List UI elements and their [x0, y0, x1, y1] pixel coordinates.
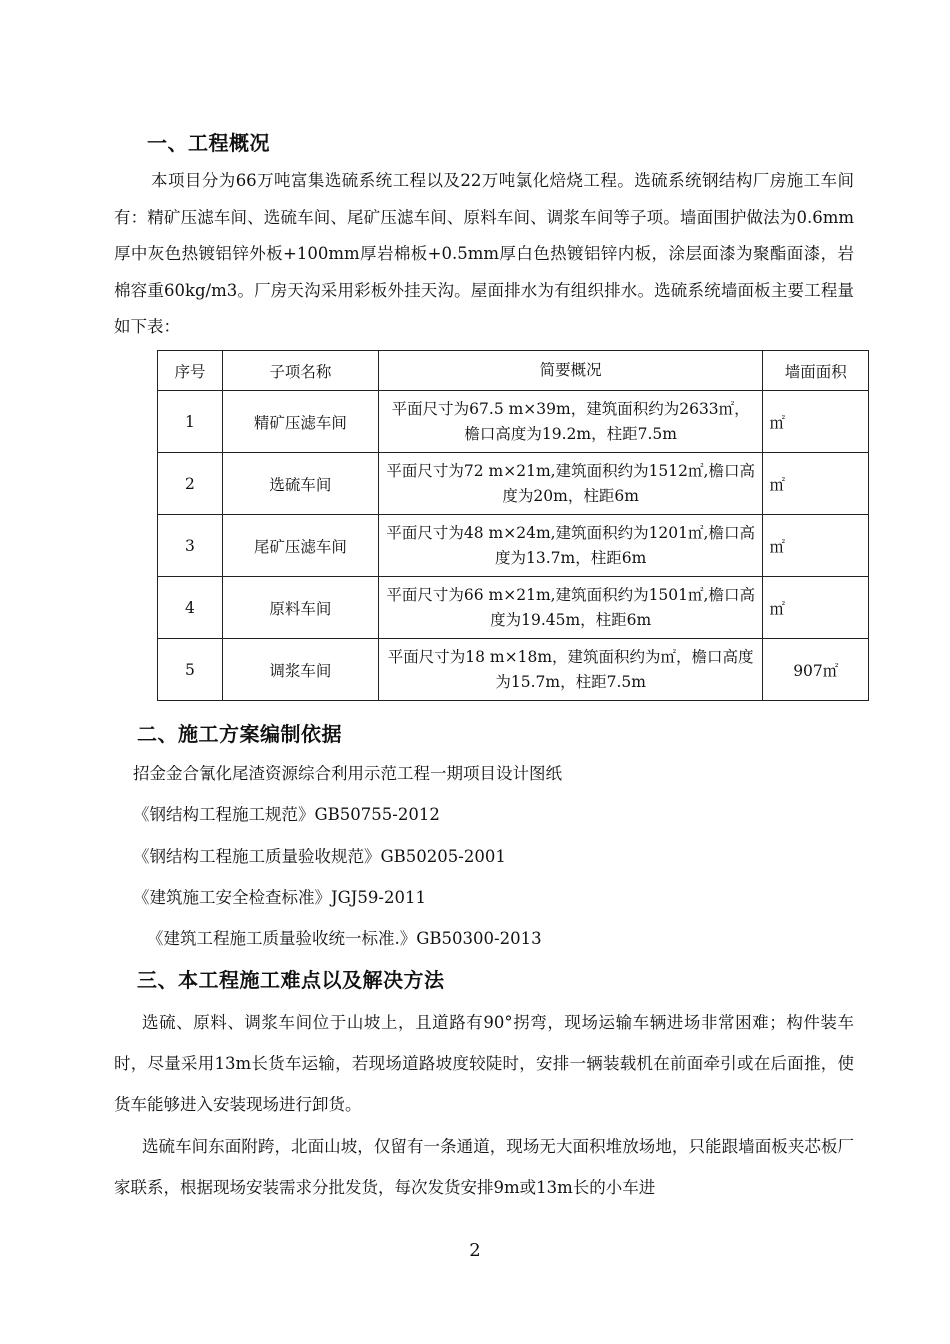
basis-item: 《建筑工程施工质量验收统一标准.》GB50300-2013	[147, 929, 542, 948]
table-row	[158, 453, 869, 515]
wall-panel-quantity-table	[157, 350, 869, 701]
basis-item: 《钢结构工程施工规范》GB50755-2012	[133, 805, 440, 824]
section3-paragraph-2: 选硫车间东面附跨，北面山坡，仅留有一条通道，现场无大面积堆放场地，只能跟墙面板夹芯板厂家联系，根据现场安装需求分批发货，每次发货安排9m或13m长的小车进	[114, 1137, 854, 1197]
cell-desc: 平面尺寸为72 m×21m,建筑面积约为1512㎡,檐口高度为20m，柱距6m	[378, 453, 763, 515]
cell-name: 原料车间	[222, 577, 378, 639]
cell-desc: 平面尺寸为18 m×18m，建筑面积约为㎡，檐口高度为15.7m，柱距7.5m	[378, 639, 763, 701]
cell-desc: 平面尺寸为48 m×24m,建筑面积约为1201㎡,檐口高度为13.7m，柱距6m	[378, 515, 763, 577]
section1-heading: 一、工程概况	[147, 131, 270, 155]
cell-no: 1	[158, 391, 223, 453]
header-name: 子项名称	[222, 351, 378, 391]
cell-name: 精矿压滤车间	[222, 391, 378, 453]
table-row	[158, 577, 869, 639]
cell-area: 907㎡	[763, 639, 869, 701]
cell-name: 调浆车间	[222, 639, 378, 701]
cell-no: 3	[158, 515, 223, 577]
cell-desc: 平面尺寸为67.5 m×39m，建筑面积约为2633㎡，檐口高度为19.2m，柱距7.5m	[378, 391, 763, 453]
table-row	[158, 639, 869, 701]
basis-item: 《建筑施工安全检查标准》JGJ59-2011	[133, 888, 426, 907]
cell-area: ㎡	[763, 515, 869, 577]
cell-name: 选硫车间	[222, 453, 378, 515]
table-row	[158, 391, 869, 453]
page-number: 2	[469, 1240, 481, 1261]
table-row	[158, 515, 869, 577]
header-no: 序号	[158, 351, 223, 391]
cell-area: ㎡	[763, 453, 869, 515]
header-desc: 简要概况	[378, 351, 763, 391]
basis-item: 招金金合氰化尾渣资源综合利用示范工程一期项目设计图纸	[133, 764, 562, 783]
basis-item: 《钢结构工程施工质量验收规范》GB50205-2001	[133, 847, 506, 866]
section2-heading: 二、施工方案编制依据	[137, 722, 342, 746]
cell-area: ㎡	[763, 391, 869, 453]
header-area: 墙面面积	[763, 351, 869, 391]
section3-paragraph-1: 选硫、原料、调浆车间位于山坡上，且道路有90°拐弯，现场运输车辆进场非常困难；构件装车时，尽量采用13m长货车运输，若现场道路坡度较陡时，安排一辆装载机在前面牵引或在后面推，使货车能够进入安装现场进行卸货。	[114, 1013, 854, 1114]
cell-name: 尾矿压滤车间	[222, 515, 378, 577]
cell-desc: 平面尺寸为66 m×21m,建筑面积约为1501㎡,檐口高度为19.45m，柱距6m	[378, 577, 763, 639]
section1-paragraph: 本项目分为66万吨富集选硫系统工程以及22万吨氯化焙烧工程。选硫系统钢结构厂房施工车间有：精矿压滤车间、选硫车间、尾矿压滤车间、原料车间、调浆车间等子项。墙面围护做法为0.6mm厚中灰色热镀铝锌外板+100mm厚岩棉板+0.5mm厚白色热镀铝锌内板，涂层面漆为聚酯面漆，岩棉容重60kg/m3。厂房天沟采用彩板外挂天沟。屋面排水为有组织排水。选硫系统墙面板主要工程量如下表：	[114, 171, 854, 336]
cell-no: 4	[158, 577, 223, 639]
cell-no: 5	[158, 639, 223, 701]
section3-heading: 三、本工程施工难点以及解决方法	[137, 968, 445, 992]
table-header-row	[158, 351, 869, 391]
cell-area: ㎡	[763, 577, 869, 639]
cell-no: 2	[158, 453, 223, 515]
